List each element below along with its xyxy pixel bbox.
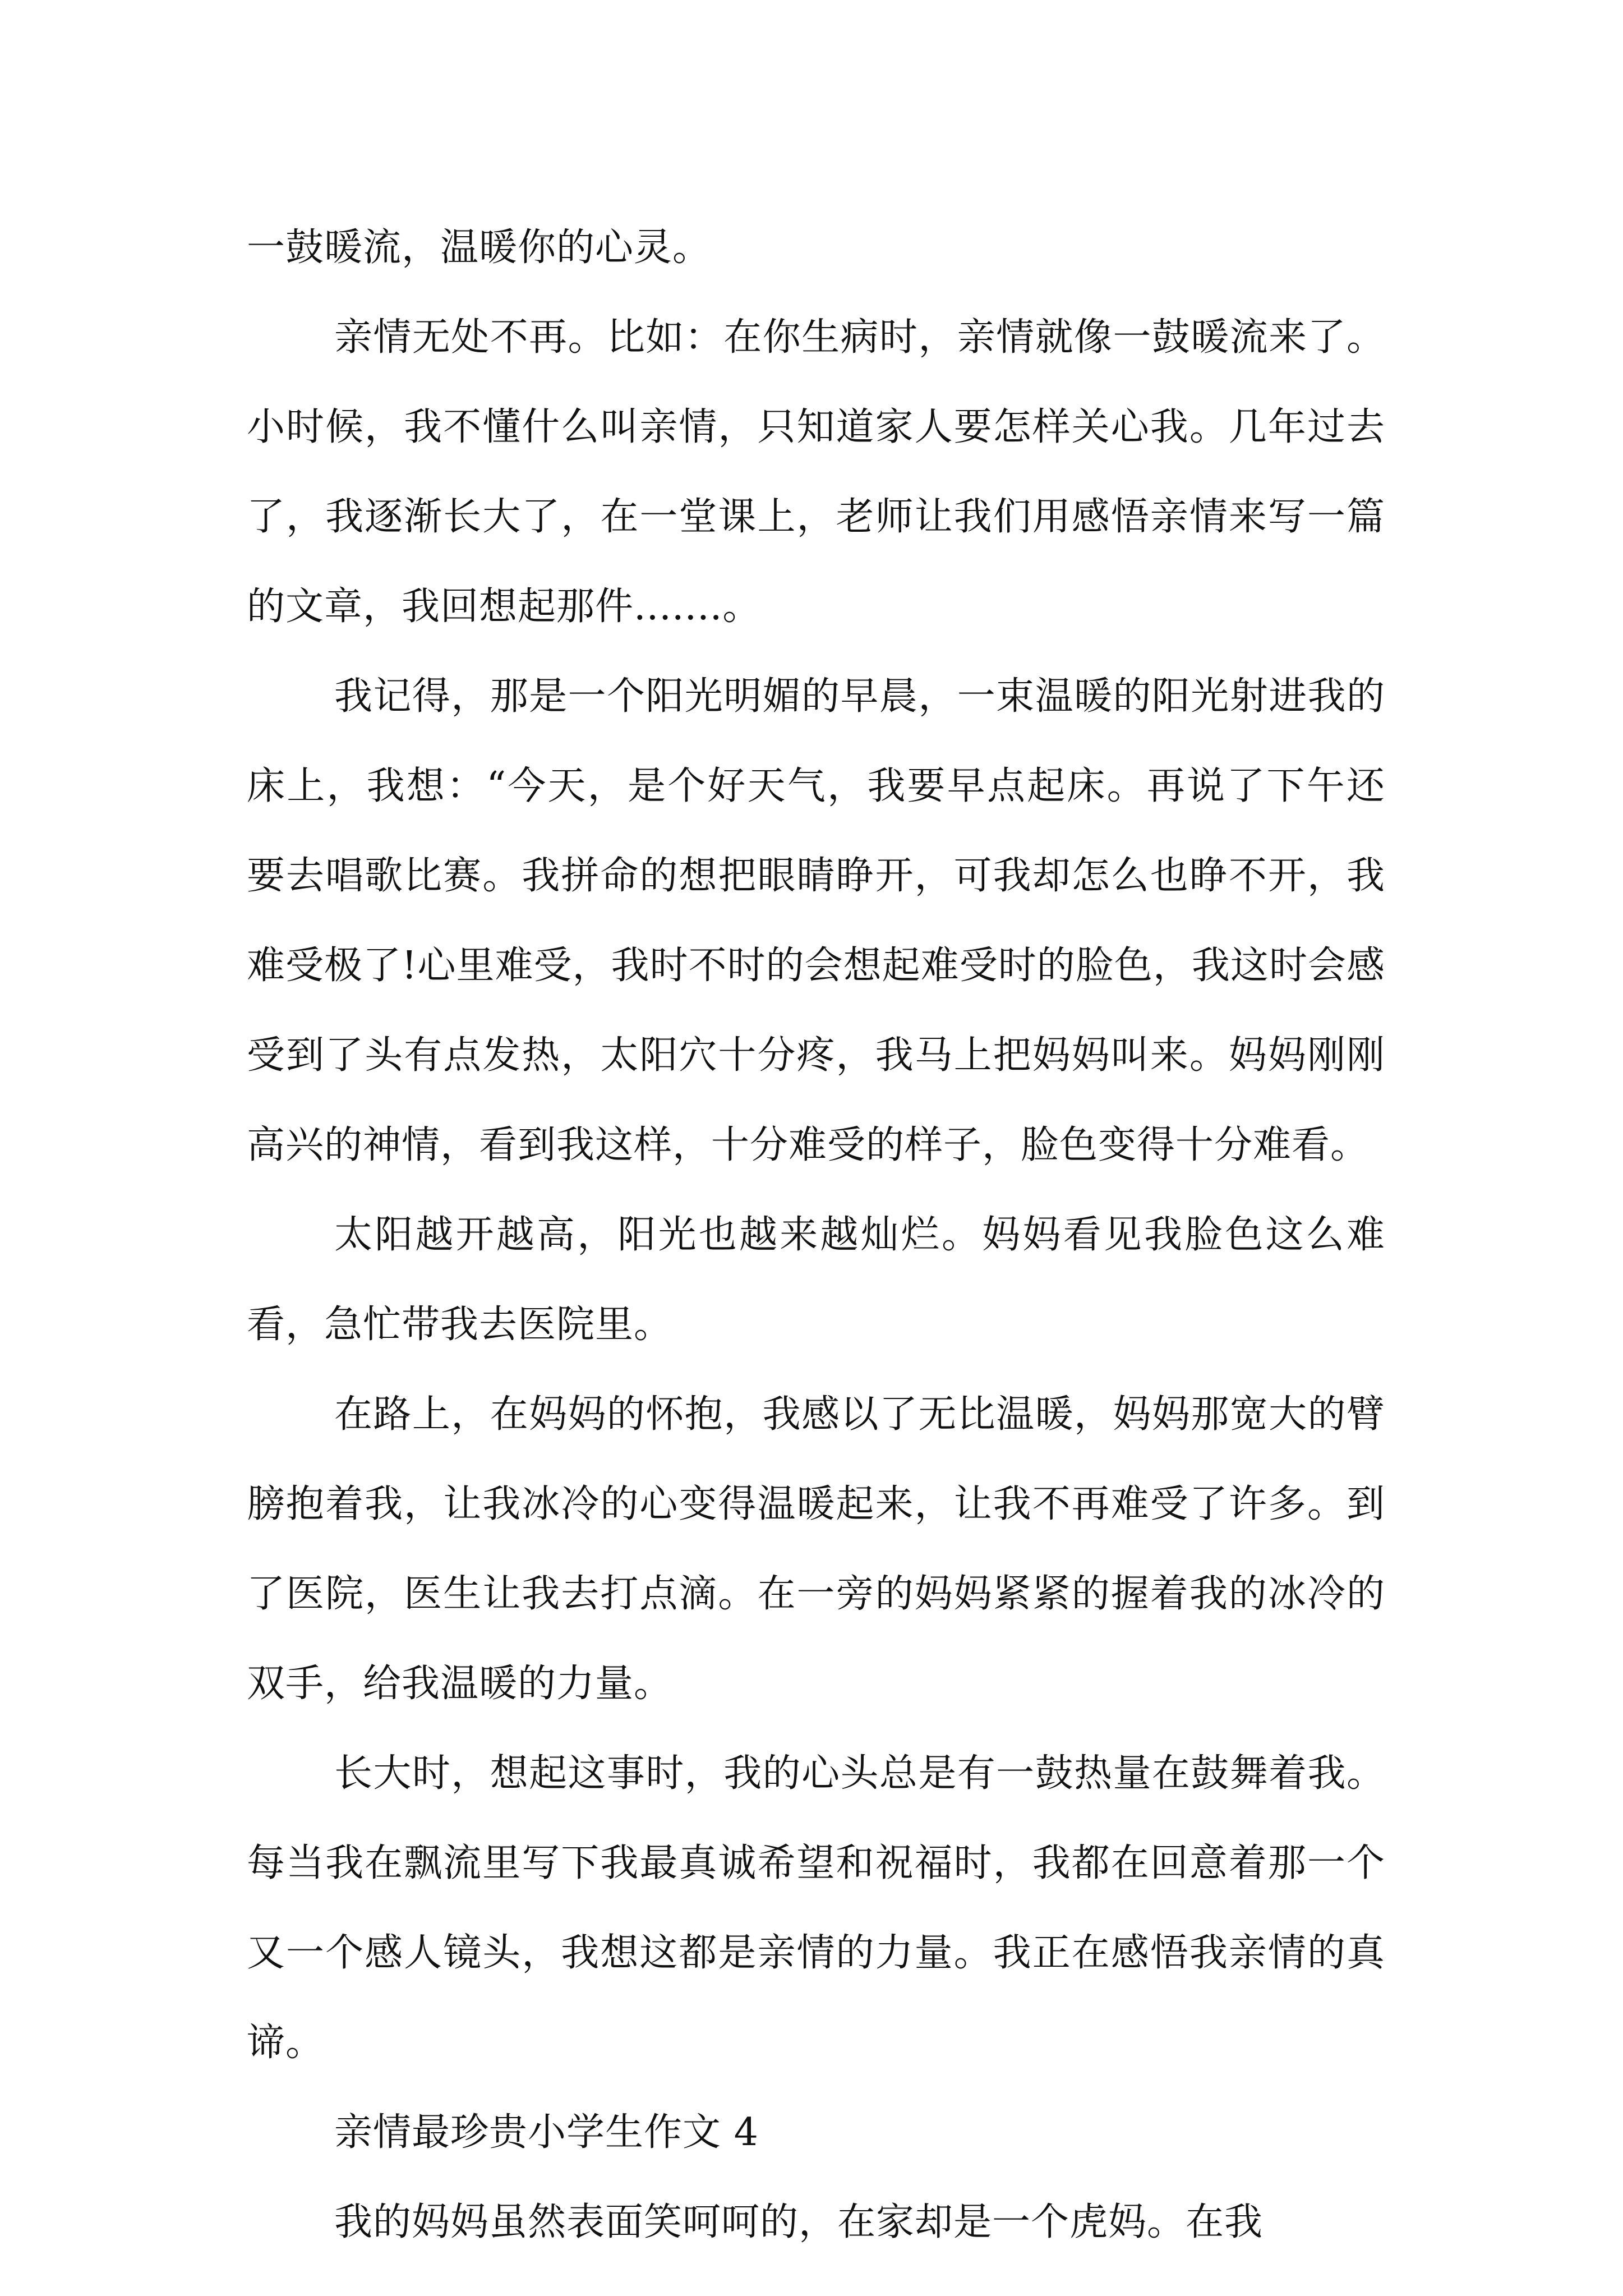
paragraph-4: 太阳越开越高，阳光也越来越灿烂。妈妈看见我脸色这么难看，急忙带我去医院里。 [247,1213,1385,1347]
paragraph-2: 亲情无处不再。比如：在你生病时，亲情就像一鼓暖流来了。小时候，我不懂什么叫亲情，只知道家人要怎样关心我。几年过去了，我逐渐长大了，在一堂课上，老师让我们用感悟亲情来写一篇的文章，我回想起那件.......。 [247,315,1385,629]
paragraph-5: 在路上，在妈妈的怀抱，我感以了无比温暖，妈妈那宽大的臂膀抱着我，让我冰冷的心变得温暖起来，让我不再难受了许多。到了医院，医生让我去打点滴。在一旁的妈妈紧紧的握着我的冰冷的双手，给我温暖的力量。 [247,1392,1385,1706]
paragraph-7: 我的妈妈虽然表面笑呵呵的，在家却是一个虎妈。在我 [334,2200,1264,2244]
paragraph-1: 一鼓暖流，温暖你的心灵。 [247,226,712,270]
paragraph-6: 长大时，想起这事时，我的心头总是有一鼓热量在鼓舞着我。每当我在飘流里写下我最真诚希望和祝福时，我都在回意着那一个又一个感人镜头，我想这都是亲情的力量。我正在感悟我亲情的真谛。 [247,1751,1385,2065]
section-heading: 亲情最珍贵小学生作文 4 [334,2110,759,2155]
paragraph-3: 我记得，那是一个阳光明媚的早晨，一束温暖的阳光射进我的床上，我想：“今天，是个好天气，我要早点起床。再说了下午还要去唱歌比赛。我拼命的想把眼睛睁开，可我却怎么也睁不开，我难受极了!心里难受，我时不时的会想起难受时的脸色，我这时会感受到了头有点发热，太阳穴十分疼，我马上把妈妈叫来。妈妈刚刚高兴的神情，看到我这样，十分难受的样子，脸色变得十分难看。 [247,674,1385,1167]
document-page [247,203,1385,2267]
